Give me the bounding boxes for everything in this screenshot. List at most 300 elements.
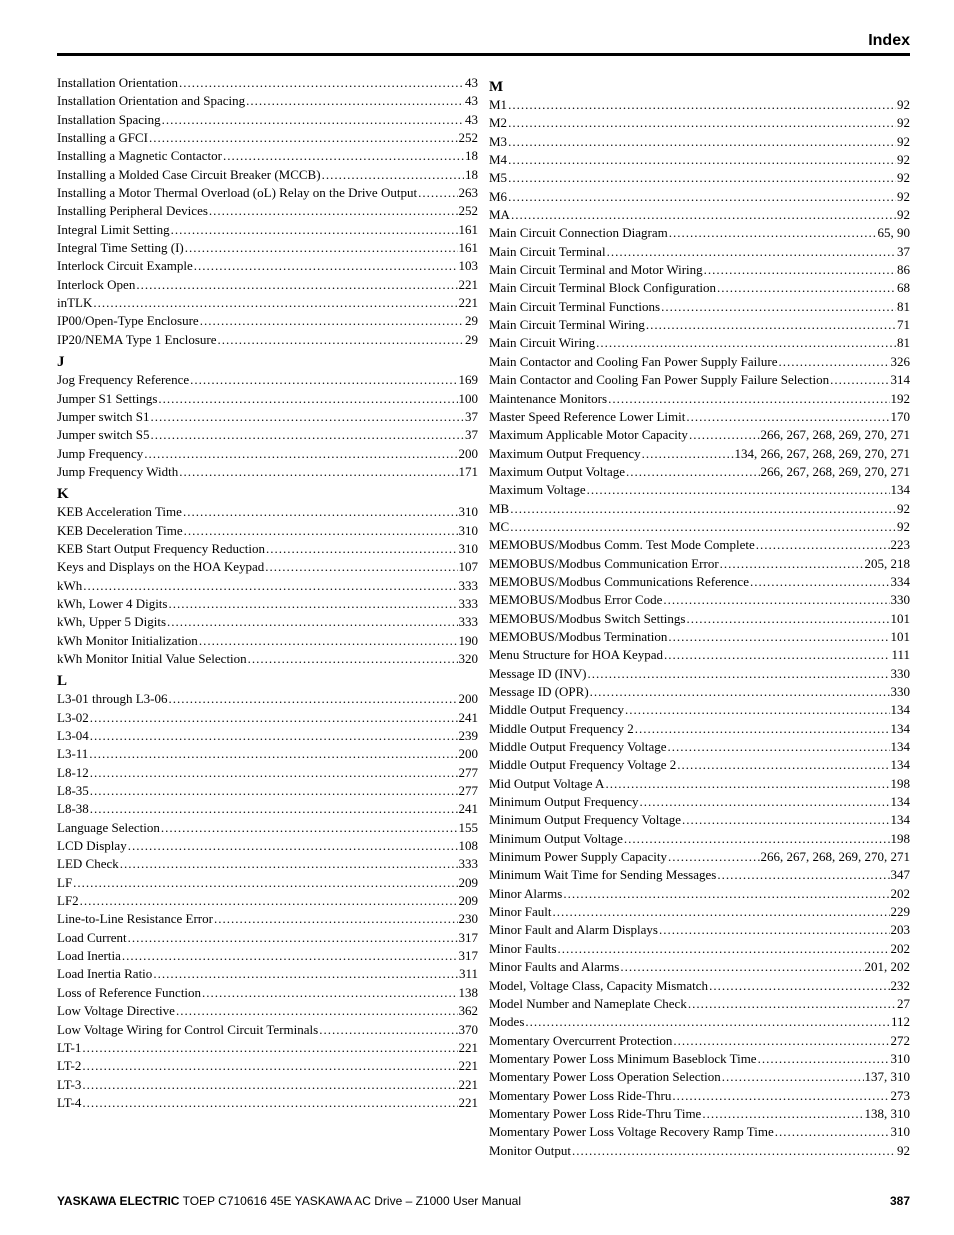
dot-leader	[128, 929, 458, 947]
index-entry-pages: 81	[897, 298, 910, 314]
index-entry-pages: 277	[458, 764, 478, 780]
dot-leader	[184, 522, 458, 540]
dot-leader	[590, 683, 890, 701]
index-entry-term: Installing a Molded Case Circuit Breaker (MCCB)	[57, 166, 321, 182]
index-entry	[57, 947, 478, 965]
index-entry-term: MEMOBUS/Modbus Comm. Test Mode Complete	[489, 537, 755, 553]
index-entry-term: Jumper S1 Settings	[57, 390, 158, 406]
index-entry	[57, 965, 478, 983]
index-entry-pages: 330	[890, 684, 910, 699]
index-entry-term: Message ID (INV)	[489, 665, 587, 681]
dot-leader	[620, 958, 863, 976]
index-entry	[57, 800, 478, 818]
dot-leader	[672, 1087, 889, 1105]
dot-leader	[200, 312, 464, 330]
index-entry-term: LCD Display	[57, 838, 127, 854]
index-entry	[57, 522, 478, 540]
index-entry-term: Momentary Power Loss Ride-Thru	[489, 1087, 672, 1103]
index-entry	[57, 445, 478, 463]
index-entry-term: Main Circuit Terminal and Motor Wiring	[489, 262, 703, 278]
index-entry	[489, 573, 910, 591]
dot-leader	[508, 169, 896, 187]
index-entry-term: Interlock Circuit Example	[57, 258, 193, 274]
index-entry	[57, 426, 478, 444]
index-entry-pages: 161	[458, 221, 478, 237]
index-entry-pages: 37	[897, 243, 910, 259]
dot-leader	[136, 276, 457, 294]
index-entry-pages: 161	[458, 240, 478, 256]
index-entry-pages: 134, 266, 267, 268, 269, 270, 271	[734, 445, 910, 461]
index-entry	[57, 1021, 478, 1039]
index-entry-term: Middle Output Frequency Voltage 2	[489, 757, 677, 773]
index-entry-term: Interlock Open	[57, 276, 136, 292]
index-entry	[57, 984, 478, 1002]
index-entry-term: IP00/Open-Type Enclosure	[57, 313, 199, 329]
index-entry-term: Load Current	[57, 929, 127, 945]
index-entry	[489, 353, 910, 371]
index-entry	[489, 848, 910, 866]
index-entry-pages: 209	[458, 893, 478, 909]
index-entry	[57, 910, 478, 928]
index-entry-pages: 86	[897, 262, 910, 278]
dot-leader	[607, 243, 896, 261]
index-entry	[489, 866, 910, 884]
index-entry	[57, 1039, 478, 1057]
index-entry-pages: 221	[458, 295, 478, 311]
index-entry	[57, 690, 478, 708]
index-entry	[57, 276, 478, 294]
index-entry-pages: 347	[890, 867, 910, 883]
index-entry-pages: 134	[890, 794, 910, 810]
index-entry	[57, 184, 478, 202]
index-entry-term: Minor Faults	[489, 940, 557, 956]
dot-leader	[214, 910, 458, 928]
dot-leader	[640, 793, 890, 811]
dot-leader	[758, 1050, 890, 1068]
index-entry	[489, 701, 910, 719]
index-entry-pages: 221	[458, 1076, 478, 1092]
index-entry-term: kWh, Lower 4 Digits	[57, 595, 168, 611]
index-entry-term: LF2	[57, 893, 79, 909]
index-entry-pages: 370	[458, 1021, 478, 1037]
index-entry	[489, 298, 910, 316]
index-entry-term: Main Circuit Terminal	[489, 243, 606, 259]
dot-leader	[508, 96, 896, 114]
index-entry-pages: 192	[890, 390, 910, 406]
index-entry-term: Minor Faults and Alarms	[489, 959, 620, 975]
index-entry-pages: 263	[458, 185, 478, 201]
dot-leader	[90, 727, 458, 745]
index-entry-pages: 266, 267, 268, 269, 270, 271	[760, 463, 910, 479]
index-entry	[57, 613, 478, 631]
dot-leader	[171, 221, 458, 239]
index-entry-pages: 230	[458, 911, 478, 927]
index-entry-pages: 155	[458, 819, 478, 835]
index-entry	[57, 239, 478, 257]
index-entry-term: Momentary Overcurrent Protection	[489, 1032, 673, 1048]
index-entry-term: Minor Fault	[489, 904, 552, 920]
index-entry-pages: 272	[890, 1032, 910, 1048]
index-entry-pages: 317	[458, 929, 478, 945]
index-entry	[57, 74, 478, 92]
index-entry	[489, 408, 910, 426]
dot-leader	[89, 745, 457, 763]
index-entry-term: Jumper switch S1	[57, 408, 150, 424]
index-entry-term: Integral Limit Setting	[57, 221, 170, 237]
index-entry-pages: 92	[897, 170, 910, 186]
index-entry-term: Main Contactor and Cooling Fan Power Supply Failure Selection	[489, 372, 830, 388]
dot-leader	[90, 800, 458, 818]
index-entry-term: Monitor Output	[489, 1142, 571, 1158]
dot-leader	[162, 111, 464, 129]
index-entry	[489, 463, 910, 481]
index-entry	[57, 577, 478, 595]
index-entry	[489, 793, 910, 811]
index-entry-pages: 333	[458, 577, 478, 593]
footer-doc-info	[57, 1194, 521, 1208]
index-entry-term: L8-12	[57, 764, 89, 780]
index-entry-pages: 92	[897, 152, 910, 168]
index-entry	[489, 1087, 910, 1105]
index-entry	[57, 92, 478, 110]
dot-leader	[153, 965, 458, 983]
index-entry-term: MB	[489, 500, 510, 516]
index-entry-pages: 330	[890, 665, 910, 681]
index-entry	[489, 151, 910, 169]
index-entry	[489, 279, 910, 297]
index-section-letter: L	[57, 673, 68, 690]
index-entry-term: Main Circuit Wiring	[489, 335, 596, 351]
index-entry	[489, 958, 910, 976]
dot-leader	[664, 646, 890, 664]
dot-leader	[511, 206, 896, 224]
dot-leader	[689, 426, 760, 444]
index-entry	[57, 892, 478, 910]
index-entry	[57, 1094, 478, 1112]
index-entry-term: Master Speed Reference Lower Limit	[489, 408, 686, 424]
index-entry	[57, 463, 478, 481]
index-entry-term: Installation Orientation and Spacing	[57, 93, 246, 109]
index-entry-term: MEMOBUS/Modbus Communication Error	[489, 555, 719, 571]
index-entry-term: Jumper switch S5	[57, 427, 150, 443]
dot-leader	[720, 555, 864, 573]
dot-leader	[223, 147, 464, 165]
dot-leader	[179, 74, 464, 92]
dot-leader	[266, 540, 458, 558]
index-entry	[57, 855, 478, 873]
index-entry	[57, 558, 478, 576]
dot-leader	[83, 577, 457, 595]
index-entry-term: Middle Output Frequency	[489, 702, 625, 718]
index-entry-term: Minor Fault and Alarm Displays	[489, 922, 658, 938]
index-entry	[57, 745, 478, 763]
dot-leader	[73, 874, 457, 892]
index-entry	[57, 819, 478, 837]
index-entry	[57, 331, 478, 349]
index-entry	[489, 114, 910, 132]
index-entry-pages: 81	[897, 335, 910, 351]
index-entry-term: Jump Frequency Width	[57, 463, 179, 479]
dot-leader	[779, 353, 890, 371]
index-entry-term: kWh, Upper 5 Digits	[57, 614, 167, 630]
dot-leader	[625, 701, 889, 719]
index-entry-pages: 310	[890, 1124, 910, 1140]
index-entry-pages: 92	[897, 500, 910, 516]
index-entry-term: Keys and Displays on the HOA Keypad	[57, 559, 265, 575]
index-entry-term: Load Inertia Ratio	[57, 966, 153, 982]
index-entry-pages: 134	[890, 812, 910, 828]
index-entry-term: Installation Spacing	[57, 111, 161, 127]
dot-leader	[756, 536, 890, 554]
dot-leader	[150, 426, 464, 444]
index-entry-term: L3-04	[57, 728, 89, 743]
index-entry	[489, 738, 910, 756]
index-entry-term: KEB Acceleration Time	[57, 504, 182, 520]
index-entry-term: Maximum Output Voltage	[489, 463, 626, 479]
index-entry-term: IP20/NEMA Type 1 Enclosure	[57, 331, 217, 347]
index-entry-term: Minimum Output Frequency Voltage	[489, 812, 681, 828]
dot-leader	[510, 500, 896, 518]
index-entry	[489, 371, 910, 389]
index-entry	[489, 518, 910, 536]
index-entry	[57, 1002, 478, 1020]
index-entry	[489, 133, 910, 151]
dot-leader	[686, 408, 889, 426]
index-entry	[57, 111, 478, 129]
index-entry-pages: 266, 267, 268, 269, 270, 271	[760, 849, 910, 865]
index-entry-pages: 68	[897, 280, 910, 296]
index-entry-term: Momentary Power Loss Operation Selection	[489, 1069, 721, 1085]
dot-leader	[661, 298, 896, 316]
index-entry-pages: 330	[890, 592, 910, 608]
index-entry	[489, 224, 910, 242]
header-rule	[57, 53, 910, 56]
index-entry-pages: 223	[890, 537, 910, 553]
index-entry-term: L8-38	[57, 801, 89, 817]
dot-leader	[688, 995, 896, 1013]
dot-leader	[659, 921, 890, 939]
index-entry-pages: 198	[890, 775, 910, 791]
index-entry-pages: 221	[458, 1058, 478, 1074]
index-entry	[57, 1057, 478, 1075]
index-entry-term: Low Voltage Directive	[57, 1003, 175, 1019]
index-entry-pages: 108	[458, 838, 478, 854]
index-entry-pages: 221	[458, 1039, 478, 1055]
index-entry-pages: 310	[458, 504, 478, 520]
index-entry-pages: 200	[458, 691, 478, 707]
index-entry-pages: 209	[458, 874, 478, 890]
index-entry-term: Model Number and Nameplate Check	[489, 995, 687, 1011]
index-entry-term: KEB Deceleration Time	[57, 522, 183, 538]
index-entry-pages: 43	[465, 75, 478, 90]
index-entry	[489, 1123, 910, 1141]
index-entry	[57, 221, 478, 239]
dot-leader	[128, 837, 458, 855]
index-entry-term: Middle Output Frequency Voltage	[489, 739, 667, 755]
index-entry-pages: 221	[458, 1094, 478, 1110]
index-entry-pages: 29	[465, 331, 478, 347]
index-entry-pages: 170	[890, 408, 910, 424]
index-entry-pages: 29	[465, 313, 478, 329]
index-entry-pages: 103	[458, 258, 478, 274]
index-entry-pages: 320	[458, 650, 478, 666]
index-entry-pages: 92	[897, 115, 910, 131]
index-entry	[57, 166, 478, 184]
index-section-letter: J	[57, 354, 65, 371]
index-entry-pages: 202	[890, 940, 910, 956]
dot-leader	[668, 848, 759, 866]
index-entry-pages: 241	[458, 709, 478, 725]
dot-leader	[90, 709, 458, 727]
index-entry	[57, 408, 478, 426]
index-entry-pages: 171	[458, 463, 478, 479]
footer-brand: YASKAWA ELECTRIC	[57, 1194, 180, 1208]
index-entry-term: Main Circuit Terminal Wiring	[489, 317, 645, 333]
index-entry-term: Model, Voltage Class, Capacity Mismatch	[489, 977, 709, 993]
index-entry	[489, 885, 910, 903]
dot-leader	[158, 390, 457, 408]
dot-leader	[80, 892, 458, 910]
index-entry	[489, 316, 910, 334]
index-entry-term: Middle Output Frequency 2	[489, 720, 634, 736]
index-entry-pages: 137, 310	[864, 1069, 910, 1085]
dot-leader	[686, 610, 889, 628]
index-entry-term: Integral Time Setting (I)	[57, 240, 184, 256]
index-entry-pages: 221	[458, 276, 478, 292]
index-entry-term: MEMOBUS/Modbus Error Code	[489, 592, 663, 608]
index-entry-term: L3-11	[57, 746, 89, 762]
index-entry-term: M5	[489, 170, 508, 186]
index-entry-term: M4	[489, 152, 508, 168]
index-entry-pages: 43	[465, 93, 478, 109]
index-entry	[489, 830, 910, 848]
index-entry-pages: 27	[897, 995, 910, 1011]
index-entry-pages: 252	[458, 203, 478, 219]
index-entry	[489, 775, 910, 793]
index-entry-term: MEMOBUS/Modbus Communications Reference	[489, 573, 749, 589]
dot-leader	[418, 184, 457, 202]
index-entry-pages: 100	[458, 390, 478, 406]
dot-leader	[722, 1068, 864, 1086]
dot-leader	[635, 720, 890, 738]
index-entry-term: Loss of Reference Function	[57, 984, 202, 1000]
dot-leader	[149, 129, 458, 147]
index-entry-term: MEMOBUS/Modbus Switch Settings	[489, 610, 686, 626]
index-entry-pages: 229	[890, 904, 910, 920]
dot-leader	[199, 632, 458, 650]
index-entry	[57, 709, 478, 727]
dot-leader	[248, 650, 458, 668]
index-entry-term: MA	[489, 207, 510, 223]
index-entry-pages: 134	[890, 720, 910, 736]
index-entry-term: Maximum Applicable Motor Capacity	[489, 427, 688, 443]
index-entry-term: Maximum Voltage	[489, 482, 586, 498]
index-entry	[489, 96, 910, 114]
index-entry-pages: 202	[890, 885, 910, 901]
index-entry-pages: 92	[897, 188, 910, 204]
index-entry-term: Main Contactor and Cooling Fan Power Supply Failure	[489, 353, 778, 369]
index-entry-term: Message ID (OPR)	[489, 684, 589, 699]
dot-leader	[144, 445, 457, 463]
index-entry-pages: 101	[890, 628, 910, 644]
index-entry-term: L3-02	[57, 709, 89, 725]
index-entry-term: Minimum Output Voltage	[489, 830, 623, 846]
index-entry-term: Minimum Output Frequency	[489, 794, 639, 810]
dot-leader	[82, 1039, 457, 1057]
index-entry-pages: 134	[890, 757, 910, 773]
index-entry-pages: 241	[458, 801, 478, 817]
index-entry	[489, 390, 910, 408]
index-entry	[489, 610, 910, 628]
dot-leader	[161, 819, 458, 837]
index-entry-term: LF	[57, 874, 73, 890]
index-entry-pages: 200	[458, 445, 478, 461]
dot-leader	[183, 503, 458, 521]
index-entry	[489, 261, 910, 279]
index-entry-pages: 232	[890, 977, 910, 993]
dot-leader	[508, 151, 896, 169]
dot-leader	[709, 977, 889, 995]
dot-leader	[830, 371, 889, 389]
dot-leader	[668, 738, 890, 756]
dot-leader	[608, 390, 889, 408]
index-entry-term: Minimum Power Supply Capacity	[489, 849, 668, 865]
index-entry	[57, 929, 478, 947]
index-entry-term: M1	[489, 97, 508, 112]
dot-leader	[717, 866, 889, 884]
footer-page-number: 387	[889, 1194, 910, 1208]
index-entry	[489, 628, 910, 646]
index-entry	[489, 995, 910, 1013]
index-entry-term: Line-to-Line Resistance Error	[57, 911, 213, 927]
index-entry-term: Menu Structure for HOA Keypad	[489, 647, 664, 663]
index-entry-pages: 134	[890, 482, 910, 498]
dot-leader	[682, 811, 890, 829]
index-entry-pages: 362	[458, 1003, 478, 1019]
index-entry-pages: 92	[897, 1142, 910, 1158]
index-entry	[489, 811, 910, 829]
dot-leader	[642, 445, 734, 463]
dot-leader	[775, 1123, 890, 1141]
dot-leader	[605, 775, 889, 793]
index-entry	[57, 540, 478, 558]
index-entry-term: M3	[489, 133, 508, 149]
index-entry-term: kWh Monitor Initial Value Selection	[57, 650, 247, 666]
index-entry-pages: 200	[458, 746, 478, 762]
index-entry-term: MEMOBUS/Modbus Termination	[489, 628, 668, 644]
index-entry-term: L3-01 through L3-06	[57, 691, 168, 707]
dot-leader	[176, 1002, 458, 1020]
index-entry-pages: 310	[458, 522, 478, 538]
dot-leader	[558, 940, 890, 958]
index-entry-term: Installation Orientation	[57, 75, 178, 90]
index-entry-term: kWh	[57, 577, 83, 593]
index-entry-term: MC	[489, 518, 510, 534]
index-entry	[489, 445, 910, 463]
dot-leader	[587, 481, 890, 499]
dot-leader	[587, 665, 889, 683]
index-entry-term: Low Voltage Wiring for Control Circuit Terminals	[57, 1021, 319, 1037]
index-entry-pages: 201, 202	[864, 959, 910, 975]
index-entry	[57, 727, 478, 745]
index-entry-pages: 37	[465, 408, 478, 424]
index-entry-term: Momentary Power Loss Voltage Recovery Ramp Time	[489, 1124, 774, 1140]
index-section-letter: K	[57, 486, 69, 503]
index-entry	[489, 756, 910, 774]
index-entry-term: Installing a GFCI	[57, 130, 148, 146]
dot-leader	[218, 331, 464, 349]
index-entry-pages: 107	[458, 559, 478, 575]
